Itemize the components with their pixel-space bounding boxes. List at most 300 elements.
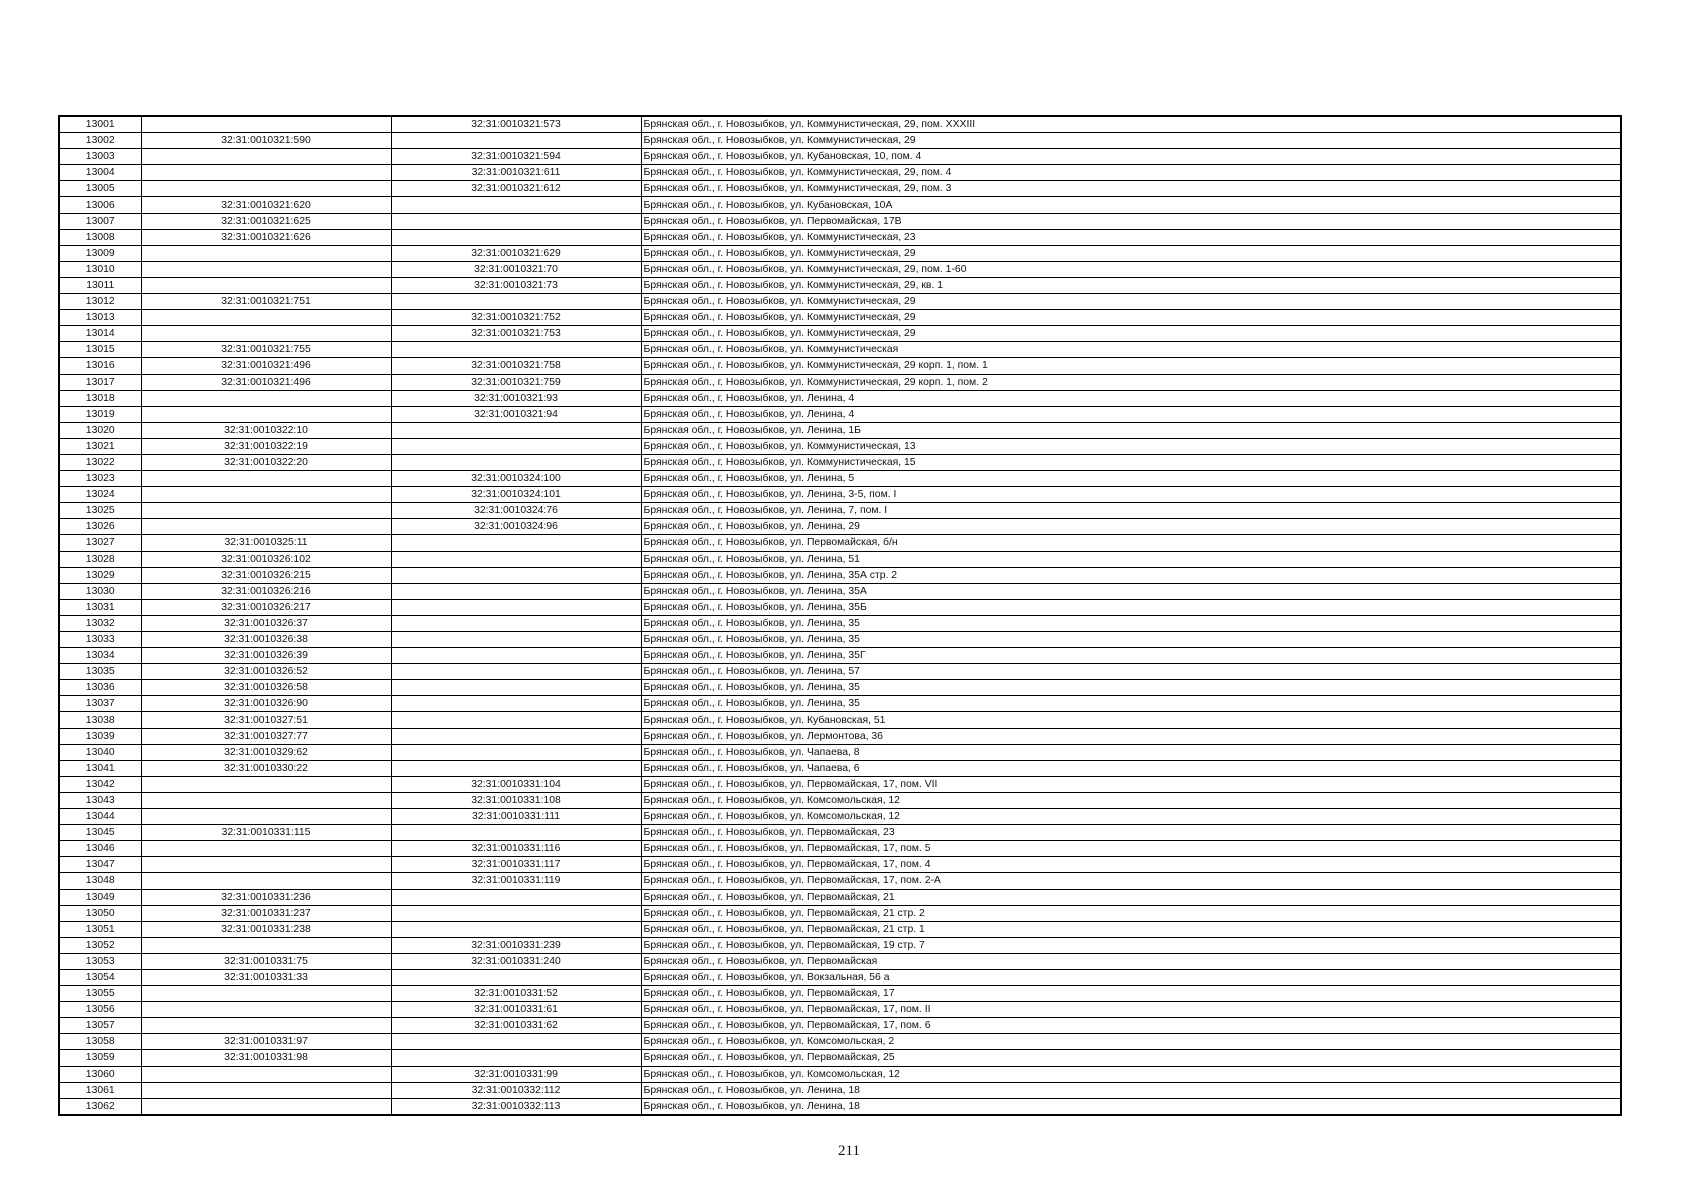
cadastral-number-cell (141, 277, 391, 293)
cadastral-number-cell: 32:31:0010329:62 (141, 744, 391, 760)
table-row (59, 921, 1621, 937)
cadastral-number-cell: 32:31:0010326:90 (141, 696, 391, 712)
address-cell: Брянская обл., г. Новозыбков, ул. Ленина, 51 (641, 551, 1621, 567)
premises-cadastral-number-cell: 32:31:0010331:108 (391, 792, 641, 808)
table-row (59, 471, 1621, 487)
cadastral-number-cell: 32:31:0010331:97 (141, 1034, 391, 1050)
cadastral-number-cell (141, 809, 391, 825)
row-number-cell: 13024 (59, 487, 141, 503)
premises-cadastral-number-cell: 32:31:0010331:62 (391, 1018, 641, 1034)
address-cell: Брянская обл., г. Новозыбков, ул. Ленина, 35 (641, 680, 1621, 696)
cadastral-number-cell: 32:31:0010326:39 (141, 648, 391, 664)
table-row (59, 390, 1621, 406)
property-registry-table (58, 115, 1622, 1116)
premises-cadastral-number-cell: 32:31:0010331:117 (391, 857, 641, 873)
address-cell: Брянская обл., г. Новозыбков, ул. Комсомольская, 12 (641, 809, 1621, 825)
address-cell: Брянская обл., г. Новозыбков, ул. Первомайская, 17, пом. II (641, 1002, 1621, 1018)
cadastral-number-cell: 32:31:0010321:620 (141, 197, 391, 213)
premises-cadastral-number-cell: 32:31:0010321:611 (391, 165, 641, 181)
row-number-cell: 13058 (59, 1034, 141, 1050)
premises-cadastral-number-cell (391, 680, 641, 696)
cadastral-number-cell (141, 1098, 391, 1115)
row-number-cell: 13030 (59, 583, 141, 599)
cadastral-number-cell: 32:31:0010331:33 (141, 969, 391, 985)
address-cell: Брянская обл., г. Новозыбков, ул. Коммунистическая, 29 корп. 1, пом. 2 (641, 374, 1621, 390)
address-cell: Брянская обл., г. Новозыбков, ул. Коммунистическая, 29, пом. 1-60 (641, 261, 1621, 277)
premises-cadastral-number-cell: 32:31:0010331:52 (391, 986, 641, 1002)
address-cell: Брянская обл., г. Новозыбков, ул. Ленина, 35 (641, 615, 1621, 631)
table-row (59, 969, 1621, 985)
table-row (59, 326, 1621, 342)
address-cell: Брянская обл., г. Новозыбков, ул. Вокзальная, 56 а (641, 969, 1621, 985)
row-number-cell: 13028 (59, 551, 141, 567)
cadastral-number-cell: 32:31:0010331:237 (141, 905, 391, 921)
row-number-cell: 13053 (59, 953, 141, 969)
premises-cadastral-number-cell: 32:31:0010321:73 (391, 277, 641, 293)
address-cell: Брянская обл., г. Новозыбков, ул. Первомайская, 17В (641, 213, 1621, 229)
row-number-cell: 13050 (59, 905, 141, 921)
address-cell: Брянская обл., г. Новозыбков, ул. Ленина, 35А стр. 2 (641, 567, 1621, 583)
table-row (59, 857, 1621, 873)
address-cell: Брянская обл., г. Новозыбков, ул. Кубановская, 10А (641, 197, 1621, 213)
premises-cadastral-number-cell: 32:31:0010331:104 (391, 776, 641, 792)
premises-cadastral-number-cell (391, 213, 641, 229)
row-number-cell: 13049 (59, 889, 141, 905)
premises-cadastral-number-cell (391, 728, 641, 744)
row-number-cell: 13009 (59, 245, 141, 261)
row-number-cell: 13041 (59, 760, 141, 776)
cadastral-number-cell: 32:31:0010322:19 (141, 438, 391, 454)
address-cell: Брянская обл., г. Новозыбков, ул. Первомайская, 17, пом. 4 (641, 857, 1621, 873)
row-number-cell: 13038 (59, 712, 141, 728)
row-number-cell: 13021 (59, 438, 141, 454)
premises-cadastral-number-cell: 32:31:0010321:758 (391, 358, 641, 374)
table-row (59, 680, 1621, 696)
table-row (59, 406, 1621, 422)
address-cell: Брянская обл., г. Новозыбков, ул. Коммунистическая, 13 (641, 438, 1621, 454)
premises-cadastral-number-cell (391, 744, 641, 760)
row-number-cell: 13027 (59, 535, 141, 551)
address-cell: Брянская обл., г. Новозыбков, ул. Коммунистическая, 29 (641, 310, 1621, 326)
table-row (59, 648, 1621, 664)
premises-cadastral-number-cell (391, 294, 641, 310)
table-row (59, 809, 1621, 825)
premises-cadastral-number-cell (391, 1050, 641, 1066)
cadastral-number-cell: 32:31:0010321:590 (141, 133, 391, 149)
premises-cadastral-number-cell: 32:31:0010321:573 (391, 116, 641, 133)
table-row (59, 632, 1621, 648)
address-cell: Брянская обл., г. Новозыбков, ул. Ленина, 35А (641, 583, 1621, 599)
premises-cadastral-number-cell (391, 342, 641, 358)
premises-cadastral-number-cell (391, 438, 641, 454)
premises-cadastral-number-cell (391, 551, 641, 567)
address-cell: Брянская обл., г. Новозыбков, ул. Первомайская, 17, пом. 2-А (641, 873, 1621, 889)
row-number-cell: 13062 (59, 1098, 141, 1115)
row-number-cell: 13016 (59, 358, 141, 374)
cadastral-number-cell: 32:31:0010326:52 (141, 664, 391, 680)
row-number-cell: 13008 (59, 229, 141, 245)
cadastral-number-cell: 32:31:0010331:238 (141, 921, 391, 937)
address-cell: Брянская обл., г. Новозыбков, ул. Комсомольская, 12 (641, 792, 1621, 808)
premises-cadastral-number-cell: 32:31:0010321:629 (391, 245, 641, 261)
cadastral-number-cell: 32:31:0010327:77 (141, 728, 391, 744)
premises-cadastral-number-cell: 32:31:0010331:119 (391, 873, 641, 889)
table-row (59, 664, 1621, 680)
row-number-cell: 13056 (59, 1002, 141, 1018)
address-cell: Брянская обл., г. Новозыбков, ул. Кубановская, 51 (641, 712, 1621, 728)
premises-cadastral-number-cell: 32:31:0010321:94 (391, 406, 641, 422)
row-number-cell: 13018 (59, 390, 141, 406)
address-cell: Брянская обл., г. Новозыбков, ул. Ленина, 18 (641, 1098, 1621, 1115)
row-number-cell: 13006 (59, 197, 141, 213)
premises-cadastral-number-cell: 32:31:0010331:239 (391, 937, 641, 953)
row-number-cell: 13023 (59, 471, 141, 487)
address-cell: Брянская обл., г. Новозыбков, ул. Первомайская, б/н (641, 535, 1621, 551)
premises-cadastral-number-cell: 32:31:0010324:96 (391, 519, 641, 535)
cadastral-number-cell (141, 326, 391, 342)
premises-cadastral-number-cell (391, 905, 641, 921)
table-row (59, 1098, 1621, 1115)
row-number-cell: 13048 (59, 873, 141, 889)
premises-cadastral-number-cell: 32:31:0010332:112 (391, 1082, 641, 1098)
premises-cadastral-number-cell: 32:31:0010321:594 (391, 149, 641, 165)
cadastral-number-cell: 32:31:0010330:22 (141, 760, 391, 776)
row-number-cell: 13015 (59, 342, 141, 358)
row-number-cell: 13034 (59, 648, 141, 664)
table-row (59, 519, 1621, 535)
address-cell: Брянская обл., г. Новозыбков, ул. Ленина, 29 (641, 519, 1621, 535)
premises-cadastral-number-cell: 32:31:0010331:61 (391, 1002, 641, 1018)
row-number-cell: 13040 (59, 744, 141, 760)
table-row (59, 1018, 1621, 1034)
cadastral-number-cell (141, 245, 391, 261)
cadastral-number-cell (141, 937, 391, 953)
address-cell: Брянская обл., г. Новозыбков, ул. Первомайская, 17 (641, 986, 1621, 1002)
premises-cadastral-number-cell (391, 712, 641, 728)
cadastral-number-cell (141, 503, 391, 519)
address-cell: Брянская обл., г. Новозыбков, ул. Коммунистическая (641, 342, 1621, 358)
row-number-cell: 13039 (59, 728, 141, 744)
cadastral-number-cell: 32:31:0010326:215 (141, 567, 391, 583)
cadastral-number-cell (141, 776, 391, 792)
cadastral-number-cell: 32:31:0010331:98 (141, 1050, 391, 1066)
cadastral-number-cell (141, 841, 391, 857)
address-cell: Брянская обл., г. Новозыбков, ул. Ленина, 35 (641, 696, 1621, 712)
row-number-cell: 13051 (59, 921, 141, 937)
row-number-cell: 13014 (59, 326, 141, 342)
premises-cadastral-number-cell: 32:31:0010324:100 (391, 471, 641, 487)
table-row (59, 438, 1621, 454)
address-cell: Брянская обл., г. Новозыбков, ул. Первомайская (641, 953, 1621, 969)
premises-cadastral-number-cell (391, 583, 641, 599)
row-number-cell: 13032 (59, 615, 141, 631)
table-body (59, 116, 1621, 1115)
premises-cadastral-number-cell (391, 422, 641, 438)
address-cell: Брянская обл., г. Новозыбков, ул. Коммунистическая, 23 (641, 229, 1621, 245)
table-row (59, 358, 1621, 374)
row-number-cell: 13046 (59, 841, 141, 857)
cadastral-number-cell: 32:31:0010326:38 (141, 632, 391, 648)
table-row (59, 696, 1621, 712)
premises-cadastral-number-cell: 32:31:0010321:612 (391, 181, 641, 197)
address-cell: Брянская обл., г. Новозыбков, ул. Коммунистическая, 15 (641, 454, 1621, 470)
table-row (59, 503, 1621, 519)
cadastral-number-cell (141, 792, 391, 808)
premises-cadastral-number-cell (391, 632, 641, 648)
cadastral-number-cell (141, 181, 391, 197)
row-number-cell: 13010 (59, 261, 141, 277)
table-row (59, 1050, 1621, 1066)
address-cell: Брянская обл., г. Новозыбков, ул. Первомайская, 19 стр. 7 (641, 937, 1621, 953)
table-row (59, 197, 1621, 213)
address-cell: Брянская обл., г. Новозыбков, ул. Коммунистическая, 29 (641, 133, 1621, 149)
table-row (59, 116, 1621, 133)
row-number-cell: 13057 (59, 1018, 141, 1034)
cadastral-number-cell (141, 1002, 391, 1018)
cadastral-number-cell (141, 149, 391, 165)
table-row (59, 535, 1621, 551)
table-row (59, 229, 1621, 245)
row-number-cell: 13003 (59, 149, 141, 165)
row-number-cell: 13012 (59, 294, 141, 310)
address-cell: Брянская обл., г. Новозыбков, ул. Коммунистическая, 29, пом. XXXIII (641, 116, 1621, 133)
cadastral-number-cell (141, 1082, 391, 1098)
premises-cadastral-number-cell: 32:31:0010331:111 (391, 809, 641, 825)
table-row (59, 567, 1621, 583)
table-row (59, 342, 1621, 358)
premises-cadastral-number-cell (391, 133, 641, 149)
premises-cadastral-number-cell: 32:31:0010321:753 (391, 326, 641, 342)
page-number: 211 (838, 1143, 860, 1159)
table-row (59, 712, 1621, 728)
address-cell: Брянская обл., г. Новозыбков, ул. Комсомольская, 12 (641, 1066, 1621, 1082)
cadastral-number-cell (141, 390, 391, 406)
row-number-cell: 13007 (59, 213, 141, 229)
row-number-cell: 13026 (59, 519, 141, 535)
address-cell: Брянская обл., г. Новозыбков, ул. Ленина, 18 (641, 1082, 1621, 1098)
table-row (59, 374, 1621, 390)
premises-cadastral-number-cell: 32:31:0010331:240 (391, 953, 641, 969)
row-number-cell: 13044 (59, 809, 141, 825)
table-row (59, 149, 1621, 165)
row-number-cell: 13037 (59, 696, 141, 712)
premises-cadastral-number-cell: 32:31:0010324:76 (391, 503, 641, 519)
cadastral-number-cell: 32:31:0010321:751 (141, 294, 391, 310)
cadastral-number-cell (141, 519, 391, 535)
row-number-cell: 13011 (59, 277, 141, 293)
address-cell: Брянская обл., г. Новозыбков, ул. Коммунистическая, 29 (641, 326, 1621, 342)
row-number-cell: 13055 (59, 986, 141, 1002)
row-number-cell: 13031 (59, 599, 141, 615)
table-row (59, 487, 1621, 503)
table-row (59, 213, 1621, 229)
address-cell: Брянская обл., г. Новозыбков, ул. Первомайская, 17, пом. 5 (641, 841, 1621, 857)
cadastral-number-cell (141, 261, 391, 277)
cadastral-number-cell (141, 487, 391, 503)
table-row (59, 551, 1621, 567)
table-row (59, 1034, 1621, 1050)
cadastral-number-cell (141, 165, 391, 181)
row-number-cell: 13036 (59, 680, 141, 696)
table-row (59, 841, 1621, 857)
row-number-cell: 13020 (59, 422, 141, 438)
premises-cadastral-number-cell (391, 969, 641, 985)
premises-cadastral-number-cell (391, 615, 641, 631)
row-number-cell: 13059 (59, 1050, 141, 1066)
premises-cadastral-number-cell (391, 696, 641, 712)
address-cell: Брянская обл., г. Новозыбков, ул. Коммунистическая, 29, пом. 3 (641, 181, 1621, 197)
address-cell: Брянская обл., г. Новозыбков, ул. Первомайская, 21 стр. 2 (641, 905, 1621, 921)
cadastral-number-cell (141, 471, 391, 487)
cadastral-number-cell (141, 310, 391, 326)
address-cell: Брянская обл., г. Новозыбков, ул. Ленина, 4 (641, 390, 1621, 406)
address-cell: Брянская обл., г. Новозыбков, ул. Кубановская, 10, пом. 4 (641, 149, 1621, 165)
premises-cadastral-number-cell (391, 599, 641, 615)
table-row (59, 744, 1621, 760)
table-row (59, 1002, 1621, 1018)
table-row (59, 760, 1621, 776)
table-row (59, 181, 1621, 197)
cadastral-number-cell: 32:31:0010321:755 (141, 342, 391, 358)
row-number-cell: 13025 (59, 503, 141, 519)
cadastral-number-cell: 32:31:0010326:216 (141, 583, 391, 599)
cadastral-number-cell: 32:31:0010326:217 (141, 599, 391, 615)
table-row (59, 937, 1621, 953)
row-number-cell: 13061 (59, 1082, 141, 1098)
row-number-cell: 13001 (59, 116, 141, 133)
premises-cadastral-number-cell (391, 889, 641, 905)
premises-cadastral-number-cell (391, 648, 641, 664)
table-row (59, 728, 1621, 744)
premises-cadastral-number-cell (391, 197, 641, 213)
premises-cadastral-number-cell: 32:31:0010321:752 (391, 310, 641, 326)
premises-cadastral-number-cell (391, 760, 641, 776)
row-number-cell: 13019 (59, 406, 141, 422)
table-row (59, 165, 1621, 181)
table-row (59, 792, 1621, 808)
cadastral-number-cell (141, 873, 391, 889)
table-row (59, 986, 1621, 1002)
cadastral-number-cell: 32:31:0010327:51 (141, 712, 391, 728)
premises-cadastral-number-cell: 32:31:0010331:116 (391, 841, 641, 857)
cadastral-number-cell: 32:31:0010321:626 (141, 229, 391, 245)
address-cell: Брянская обл., г. Новозыбков, ул. Ленина, 35Г (641, 648, 1621, 664)
row-number-cell: 13043 (59, 792, 141, 808)
row-number-cell: 13017 (59, 374, 141, 390)
cadastral-number-cell: 32:31:0010331:75 (141, 953, 391, 969)
table-row (59, 454, 1621, 470)
address-cell: Брянская обл., г. Новозыбков, ул. Коммунистическая, 29 (641, 245, 1621, 261)
address-cell: Брянская обл., г. Новозыбков, ул. Первомайская, 21 (641, 889, 1621, 905)
address-cell: Брянская обл., г. Новозыбков, ул. Коммунистическая, 29 корп. 1, пом. 1 (641, 358, 1621, 374)
premises-cadastral-number-cell (391, 229, 641, 245)
premises-cadastral-number-cell (391, 664, 641, 680)
table-row (59, 905, 1621, 921)
table-row (59, 422, 1621, 438)
cadastral-number-cell: 32:31:0010321:496 (141, 358, 391, 374)
cadastral-number-cell: 32:31:0010322:10 (141, 422, 391, 438)
premises-cadastral-number-cell: 32:31:0010332:113 (391, 1098, 641, 1115)
table-row (59, 583, 1621, 599)
address-cell: Брянская обл., г. Новозыбков, ул. Ленина, 7, пом. I (641, 503, 1621, 519)
row-number-cell: 13052 (59, 937, 141, 953)
table-row (59, 776, 1621, 792)
table-row (59, 1082, 1621, 1098)
row-number-cell: 13002 (59, 133, 141, 149)
address-cell: Брянская обл., г. Новозыбков, ул. Ленина, 57 (641, 664, 1621, 680)
table-row (59, 277, 1621, 293)
cadastral-number-cell: 32:31:0010321:625 (141, 213, 391, 229)
address-cell: Брянская обл., г. Новозыбков, ул. Ленина, 35Б (641, 599, 1621, 615)
address-cell: Брянская обл., г. Новозыбков, ул. Ленина, 35 (641, 632, 1621, 648)
table-row (59, 133, 1621, 149)
table-row (59, 873, 1621, 889)
cadastral-number-cell: 32:31:0010331:115 (141, 825, 391, 841)
row-number-cell: 13042 (59, 776, 141, 792)
address-cell: Брянская обл., г. Новозыбков, ул. Первомайская, 17, пом. 6 (641, 1018, 1621, 1034)
address-cell: Брянская обл., г. Новозыбков, ул. Коммунистическая, 29 (641, 294, 1621, 310)
cadastral-number-cell (141, 1066, 391, 1082)
row-number-cell: 13022 (59, 454, 141, 470)
cadastral-number-cell: 32:31:0010321:496 (141, 374, 391, 390)
table-row (59, 599, 1621, 615)
address-cell: Брянская обл., г. Новозыбков, ул. Чапаева, 6 (641, 760, 1621, 776)
row-number-cell: 13045 (59, 825, 141, 841)
cadastral-number-cell: 32:31:0010326:37 (141, 615, 391, 631)
cadastral-number-cell (141, 857, 391, 873)
table-row (59, 825, 1621, 841)
table-row (59, 615, 1621, 631)
premises-cadastral-number-cell: 32:31:0010321:70 (391, 261, 641, 277)
cadastral-number-cell (141, 406, 391, 422)
table-row (59, 294, 1621, 310)
premises-cadastral-number-cell (391, 535, 641, 551)
premises-cadastral-number-cell: 32:31:0010321:93 (391, 390, 641, 406)
cadastral-number-cell (141, 986, 391, 1002)
row-number-cell: 13005 (59, 181, 141, 197)
table-row (59, 1066, 1621, 1082)
cadastral-number-cell: 32:31:0010325:11 (141, 535, 391, 551)
address-cell: Брянская обл., г. Новозыбков, ул. Чапаева, 8 (641, 744, 1621, 760)
row-number-cell: 13029 (59, 567, 141, 583)
row-number-cell: 13004 (59, 165, 141, 181)
address-cell: Брянская обл., г. Новозыбков, ул. Комсомольская, 2 (641, 1034, 1621, 1050)
cadastral-number-cell: 32:31:0010331:236 (141, 889, 391, 905)
address-cell: Брянская обл., г. Новозыбков, ул. Первомайская, 23 (641, 825, 1621, 841)
premises-cadastral-number-cell: 32:31:0010321:759 (391, 374, 641, 390)
premises-cadastral-number-cell (391, 567, 641, 583)
premises-cadastral-number-cell: 32:31:0010324:101 (391, 487, 641, 503)
address-cell: Брянская обл., г. Новозыбков, ул. Первомайская, 17, пом. VII (641, 776, 1621, 792)
address-cell: Брянская обл., г. Новозыбков, ул. Ленина, 5 (641, 471, 1621, 487)
cadastral-number-cell (141, 1018, 391, 1034)
table-row (59, 245, 1621, 261)
address-cell: Брянская обл., г. Новозыбков, ул. Ленина, 1Б (641, 422, 1621, 438)
row-number-cell: 13013 (59, 310, 141, 326)
cadastral-number-cell (141, 116, 391, 133)
address-cell: Брянская обл., г. Новозыбков, ул. Коммунистическая, 29, пом. 4 (641, 165, 1621, 181)
address-cell: Брянская обл., г. Новозыбков, ул. Первомайская, 21 стр. 1 (641, 921, 1621, 937)
cadastral-number-cell: 32:31:0010322:20 (141, 454, 391, 470)
table-row (59, 889, 1621, 905)
premises-cadastral-number-cell: 32:31:0010331:99 (391, 1066, 641, 1082)
cadastral-number-cell: 32:31:0010326:102 (141, 551, 391, 567)
premises-cadastral-number-cell (391, 1034, 641, 1050)
address-cell: Брянская обл., г. Новозыбков, ул. Первомайская, 25 (641, 1050, 1621, 1066)
row-number-cell: 13060 (59, 1066, 141, 1082)
premises-cadastral-number-cell (391, 454, 641, 470)
premises-cadastral-number-cell (391, 825, 641, 841)
